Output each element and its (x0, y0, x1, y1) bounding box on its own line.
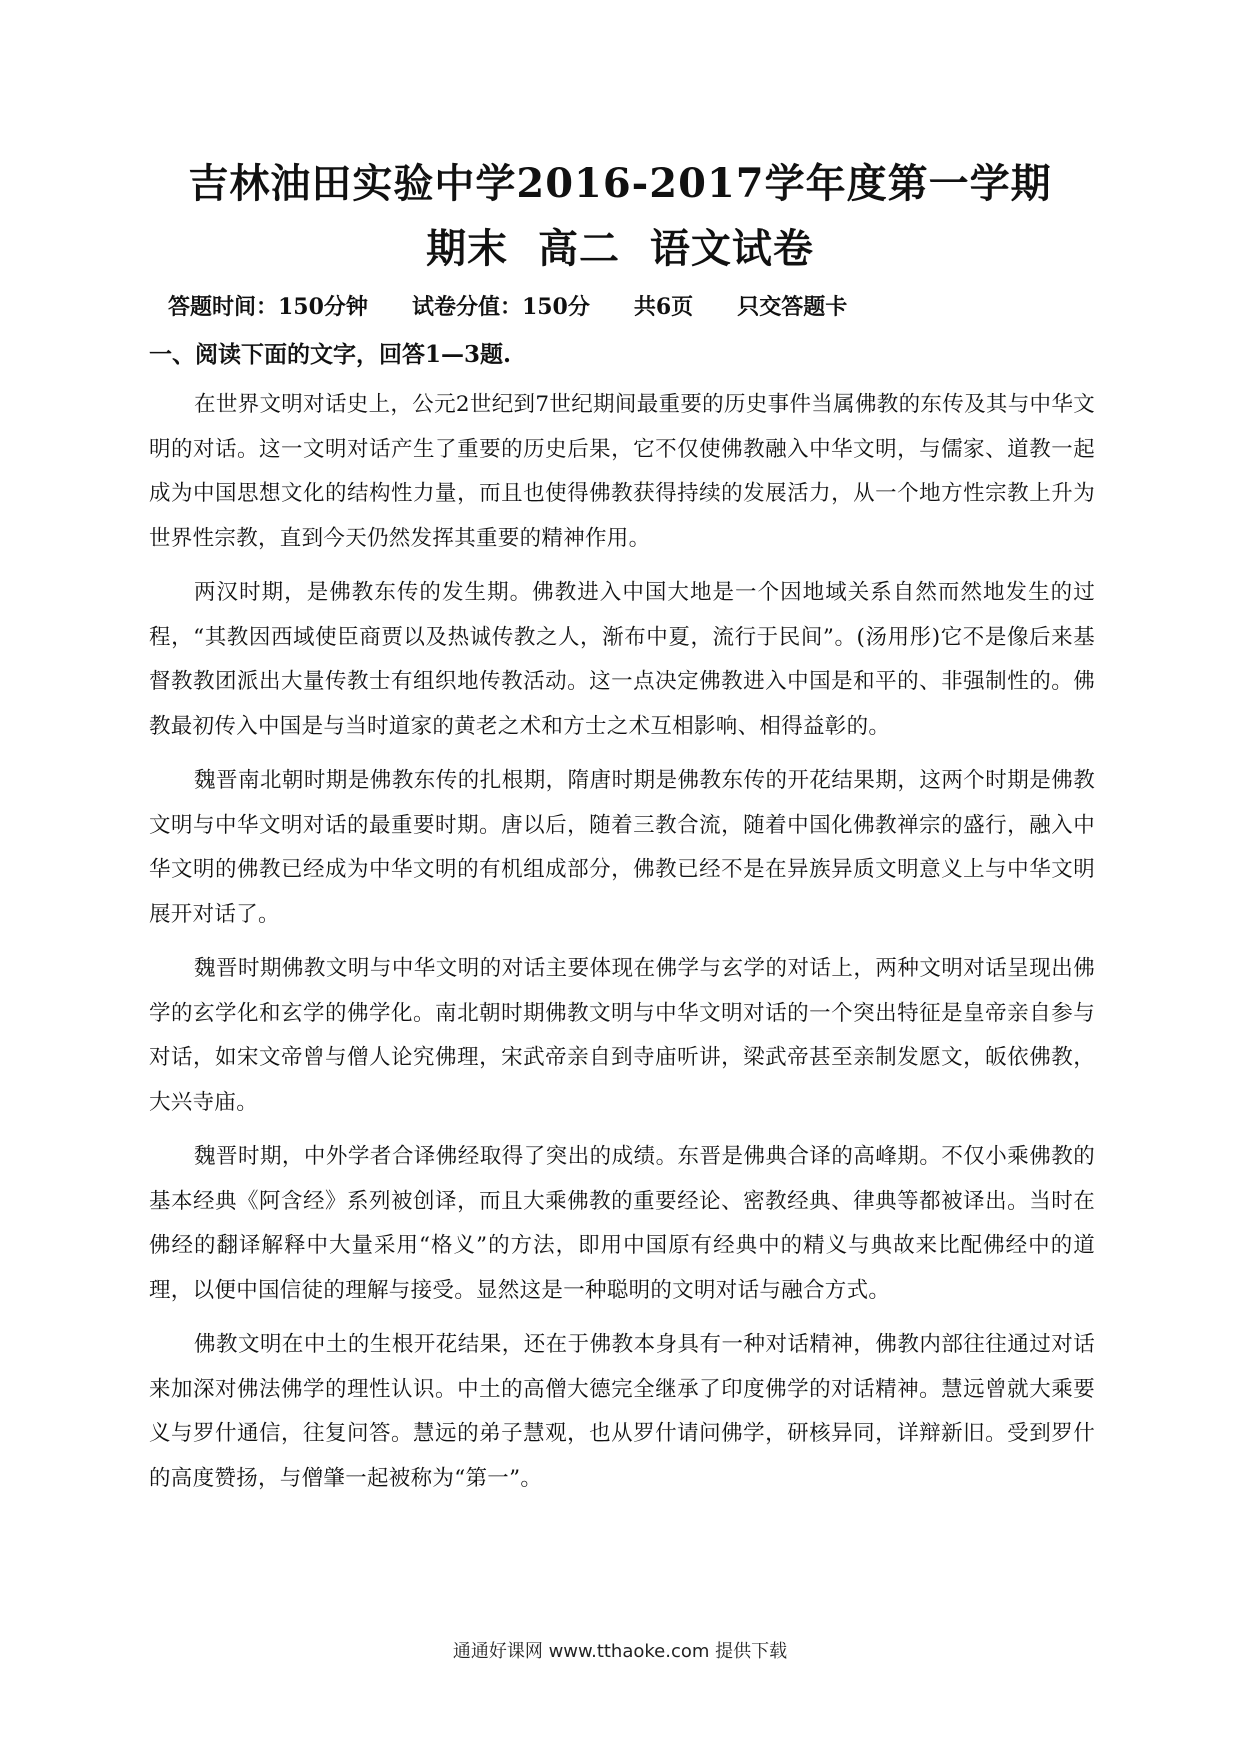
exam-meta (168, 292, 847, 322)
passage-body (149, 383, 1095, 1511)
paragraph: 在世界文明对话史上，公元2世纪到7世纪期间最重要的历史事件当属佛教的东传及其与中华文明的对话。这一文明对话产生了重要的历史后果，它不仅使佛教融入中华文明，与儒家、道教一起成为中国思想文化的结构性力量，而且也使得佛教获得持续的发展活力，从一个地方性宗教上升为世界性宗教，直到今天仍然发挥其重要的精神作用。 (149, 392, 1095, 551)
exam-note: 只交答题卡 (737, 294, 848, 320)
exam-time: 答题时间：150分钟 (168, 294, 368, 320)
exam-score: 试卷分值：150分 (411, 294, 590, 320)
paragraph: 魏晋时期佛教文明与中华文明的对话主要体现在佛学与玄学的对话上，两种文明对话呈现出佛学的玄学化和玄学的佛学化。南北朝时期佛教文明与中华文明对话的一个突出特征是皇帝亲自参与对话，如宋文帝曾与僧人论究佛理，宋武帝亲自到寺庙听讲，梁武帝甚至亲制发愿文，皈依佛教，大兴寺庙。 (149, 956, 1095, 1115)
exam-title-line2: 期末 高二 语文试卷 (426, 225, 814, 272)
paragraph: 魏晋南北朝时期是佛教东传的扎根期，隋唐时期是佛教东传的开花结果期，这两个时期是佛教文明与中华文明对话的最重要时期。唐以后，随着三教合流，随着中国化佛教禅宗的盛行，融入中华文明的佛教已经成为中华文明的有机组成部分，佛教已经不是在异族异质文明意义上与中华文明展开对话了。 (149, 768, 1095, 927)
paragraph: 魏晋时期，中外学者合译佛经取得了突出的成绩。东晋是佛典合译的高峰期。不仅小乘佛教的基本经典《阿含经》系列被创译，而且大乘佛教的重要经论、密教经典、律典等都被译出。当时在佛经的翻译解释中大量采用“格义”的方法，即用中国原有经典中的精义与典故来比配佛经中的道理，以便中国信徒的理解与接受。显然这是一种聪明的文明对话与融合方式。 (149, 1144, 1095, 1303)
paragraph: 佛教文明在中土的生根开花结果，还在于佛教本身具有一种对话精神，佛教内部往往通过对话来加深对佛法佛学的理性认识。中土的高僧大德完全继承了印度佛学的对话精神。慧远曾就大乘要义与罗什通信，往复问答。慧远的弟子慧观，也从罗什请问佛学，研核异同，详辩新旧。受到罗什的高度赞扬，与僧肇一起被称为“第一”。 (149, 1332, 1095, 1491)
paragraph: 两汉时期，是佛教东传的发生期。佛教进入中国大地是一个因地域关系自然而然地发生的过程，“其教因西域使臣商贾以及热诚传教之人，渐布中夏，流行于民间”。(汤用彤)它不是像后来基督教教团派出大量传教士有组织地传教活动。这一点决定佛教进入中国是和平的、非强制性的。佛教最初传入中国是与当时道家的黄老之术和方士之术互相影响、相得益彰的。 (149, 580, 1095, 739)
section-heading: 一、阅读下面的文字，回答1—3题. (149, 341, 512, 368)
exam-pages: 共6页 (633, 294, 694, 320)
footer-download-note: 通通好课网 www.tthaoke.com 提供下载 (452, 1641, 788, 1662)
exam-title-line1: 吉林油田实验中学2016-2017学年度第一学期 (188, 160, 1052, 207)
